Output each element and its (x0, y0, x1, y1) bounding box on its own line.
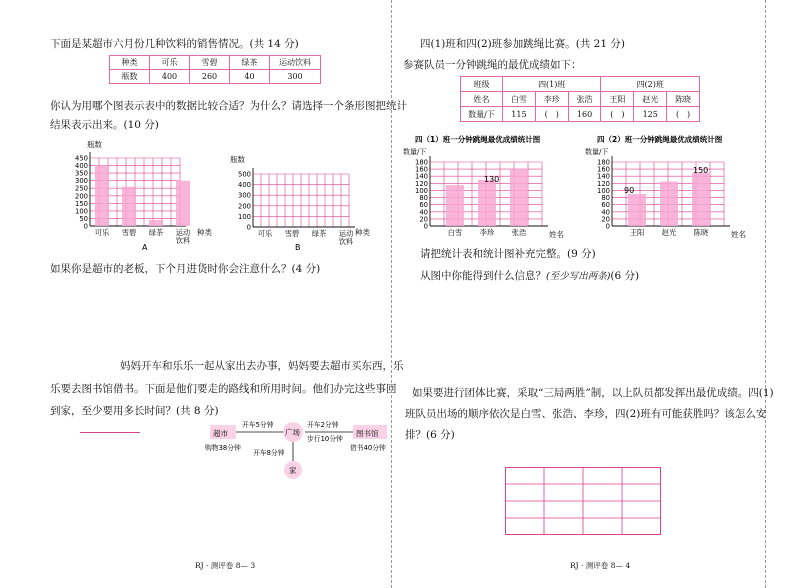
y-tick-label: 300 (75, 177, 88, 186)
y-tick-label: 150 (75, 199, 88, 208)
q3-sub2-score: (6 分) (610, 270, 640, 282)
q3-sub2-text: 从图中你能得到什么信息？ (420, 270, 546, 282)
square-label: 广场 (285, 428, 300, 437)
sales-table (109, 55, 321, 84)
table-cell: 李珍 (535, 92, 568, 107)
category-label: 雪碧 (121, 228, 137, 237)
class1-bar-label-130: 130 (484, 175, 500, 184)
table-cell: 300 (270, 70, 321, 84)
table-cell: 王阳 (601, 92, 634, 107)
chart-b-unit: 瓶数 (230, 155, 245, 164)
chart-b-xlabel: 种类 (355, 228, 370, 237)
chart-a (60, 136, 210, 252)
table-cell: 张浩 (568, 92, 601, 107)
q3-intro: 参赛队员一分钟跳绳的最优成绩如下： (403, 59, 582, 71)
table-cell: 姓名 (461, 92, 503, 107)
category-label: 运动 (338, 229, 354, 238)
bar (628, 194, 646, 226)
q3-title: 四(1)班和四(2)班参加跳绳比赛。(共 21 分) (420, 38, 625, 50)
category-label: 运动 (175, 228, 191, 237)
table-cell: 四(1)班 (503, 77, 601, 92)
y-tick-label: 140 (597, 172, 610, 181)
category-label: 饮料 (175, 236, 191, 245)
class1-chart-title: 四（1）班一分钟跳绳最优成绩统计图 (415, 135, 541, 144)
class1-chart-unit: 数量/下 (403, 148, 427, 156)
y-tick-label: 100 (238, 212, 251, 221)
q2-text-line3: 到家，至少要用多长时间？(共 8 分) (50, 405, 219, 417)
table-cell: 赵光 (634, 92, 667, 107)
walk-10-label: 步行10分钟 (307, 435, 343, 443)
class2-chart-title: 四（2）班一分钟跳绳最优成绩统计图 (597, 135, 723, 144)
y-tick-label: 180 (597, 158, 610, 167)
q4-text-line1: 如果要进行团体比赛，采取“三局两胜”制，以上队员都发挥出最优成绩。四(1) (412, 387, 774, 399)
left-page-footer: RJ · 测评卷 8— 3 (195, 561, 256, 570)
bar (95, 166, 109, 226)
q2-text-line1: 妈妈开车和乐乐一起从家出去办事，妈妈要去超市买东西，乐 (120, 360, 404, 372)
q1-text-line1: 你认为用哪个图表示表中的数据比较合适？为什么？请选择一个条形图把统计 (50, 100, 407, 112)
borrow-time-label: 借书40分钟 (350, 444, 386, 452)
y-tick-label: 350 (75, 169, 88, 178)
q3-sub2-hint: (至少写出两条) (546, 271, 611, 282)
table-cell: 40 (230, 70, 270, 84)
class2-chart-xlabel: 姓名 (731, 230, 746, 239)
y-tick-label: 500 (238, 170, 251, 179)
class1-chart (400, 133, 585, 245)
drive-2-label: 开车2分钟 (307, 421, 339, 429)
table-cell: 运动饮料 (270, 56, 321, 70)
class2-bar-label-150: 150 (693, 166, 709, 175)
category-label: 赵光 (661, 228, 677, 237)
y-tick-label: 0 (605, 222, 610, 231)
q1-text-line2: 结果表示出来。(10 分) (50, 119, 159, 131)
y-tick-label: 50 (79, 214, 88, 223)
table-cell: 种类 (110, 56, 150, 70)
y-tick-label: 40 (419, 208, 428, 217)
library-label: 图书馆 (356, 429, 379, 438)
table-cell: 260 (190, 70, 230, 84)
category-label: 陈晓 (693, 228, 709, 237)
table-cell: 125 (634, 107, 667, 122)
bar (122, 187, 136, 226)
q4-text-line3: 排？(6 分) (405, 429, 455, 441)
answer-grid (505, 467, 661, 535)
class2-bar-label-90: 90 (624, 186, 635, 195)
category-label: 可乐 (257, 229, 273, 238)
bar (446, 185, 464, 226)
y-tick-label: 0 (246, 223, 251, 232)
category-label: 张浩 (511, 228, 527, 237)
y-tick-label: 0 (83, 222, 88, 231)
y-tick-label: 60 (419, 201, 428, 210)
y-tick-label: 60 (601, 201, 610, 210)
category-label: 饮料 (338, 237, 354, 246)
y-tick-label: 100 (75, 207, 88, 216)
route-diagram (205, 415, 395, 485)
y-tick-label: 100 (415, 186, 428, 195)
table-cell: 雪碧 (190, 56, 230, 70)
table-cell: 115 (503, 107, 536, 122)
y-tick-label: 20 (419, 215, 428, 224)
y-tick-label: 200 (238, 202, 251, 211)
answer-line (80, 432, 140, 433)
table-cell: ( ) (535, 107, 568, 122)
category-label: 白雪 (447, 228, 463, 237)
table-cell: 160 (568, 107, 601, 122)
class2-chart-unit: 数量/下 (585, 148, 609, 156)
class1-chart-xlabel: 姓名 (549, 230, 564, 239)
bar (478, 180, 496, 226)
y-tick-label: 120 (415, 179, 428, 188)
bar (149, 220, 163, 226)
y-tick-label: 400 (238, 181, 251, 190)
y-tick-label: 300 (238, 191, 251, 200)
y-tick-label: 0 (423, 222, 428, 231)
fold-line (391, 0, 392, 588)
category-label: 可乐 (94, 228, 110, 237)
chart-b (225, 152, 375, 252)
shopping-time-label: 购物38分钟 (205, 444, 241, 452)
q2-text-line2: 乐要去图书馆借书。下面是他们要走的路线和所用时间。他们办完这些事回 (50, 383, 397, 395)
fold-line (765, 0, 766, 588)
chart-a-label: A (142, 243, 148, 252)
chart-a-unit: 瓶数 (87, 140, 102, 149)
drive-5-label: 开车5分钟 (242, 421, 274, 429)
q3-subquestion-2 (420, 268, 639, 283)
y-tick-label: 450 (75, 154, 88, 163)
home-label: 家 (289, 466, 297, 475)
supermarket-label: 超市 (213, 429, 228, 438)
table-cell: ( ) (601, 107, 634, 122)
table-cell: 四(2)班 (601, 77, 700, 92)
class2-chart (582, 133, 767, 245)
bar (176, 181, 190, 226)
q1-title: 下面是某超市六月份几种饮料的销售情况。(共 14 分) (50, 38, 299, 50)
bar (692, 173, 710, 226)
category-label: 绿茶 (148, 228, 164, 237)
table-cell: 400 (150, 70, 190, 84)
y-tick-label: 80 (419, 194, 428, 203)
category-label: 李珍 (479, 228, 495, 237)
bar (660, 182, 678, 226)
y-tick-label: 400 (75, 162, 88, 171)
jump-rope-table (460, 76, 700, 122)
category-label: 王阳 (629, 228, 645, 237)
y-tick-label: 120 (597, 179, 610, 188)
table-cell: ( ) (667, 107, 700, 122)
y-tick-label: 160 (415, 165, 428, 174)
table-cell: 瓶数 (110, 70, 150, 84)
y-tick-label: 250 (75, 184, 88, 193)
category-label: 绿茶 (311, 229, 327, 238)
q3-subquestion-1: 请把统计表和统计图补充完整。(9 分) (420, 248, 596, 260)
y-tick-label: 100 (597, 186, 610, 195)
q4-text-line2: 班队员出场的顺序依次是白雪、张浩、李珍，四(2)班有可能获胜吗？该怎么安 (405, 408, 767, 420)
y-tick-label: 200 (75, 192, 88, 201)
bar (510, 169, 528, 226)
y-tick-label: 80 (601, 194, 610, 203)
right-page-footer: RJ · 测评卷 8— 4 (570, 561, 631, 570)
table-cell: 陈晓 (667, 92, 700, 107)
q1-subquestion: 如果你是超市的老板，下个月进货时你会注意什么？(4 分) (50, 263, 321, 275)
category-label: 雪碧 (284, 229, 300, 238)
y-tick-label: 140 (415, 172, 428, 181)
chart-b-label: B (295, 243, 301, 252)
table-cell: 数量/下 (461, 107, 503, 122)
y-tick-label: 160 (597, 165, 610, 174)
table-cell: 可乐 (150, 56, 190, 70)
y-tick-label: 180 (415, 158, 428, 167)
table-cell: 绿茶 (230, 56, 270, 70)
y-tick-label: 20 (601, 215, 610, 224)
drive-8-label: 开车8分钟 (253, 449, 285, 457)
y-tick-label: 40 (601, 208, 610, 217)
table-cell: 白雪 (503, 92, 536, 107)
table-cell: 班级 (461, 77, 503, 92)
chart-a-xlabel: 种类 (197, 228, 212, 237)
